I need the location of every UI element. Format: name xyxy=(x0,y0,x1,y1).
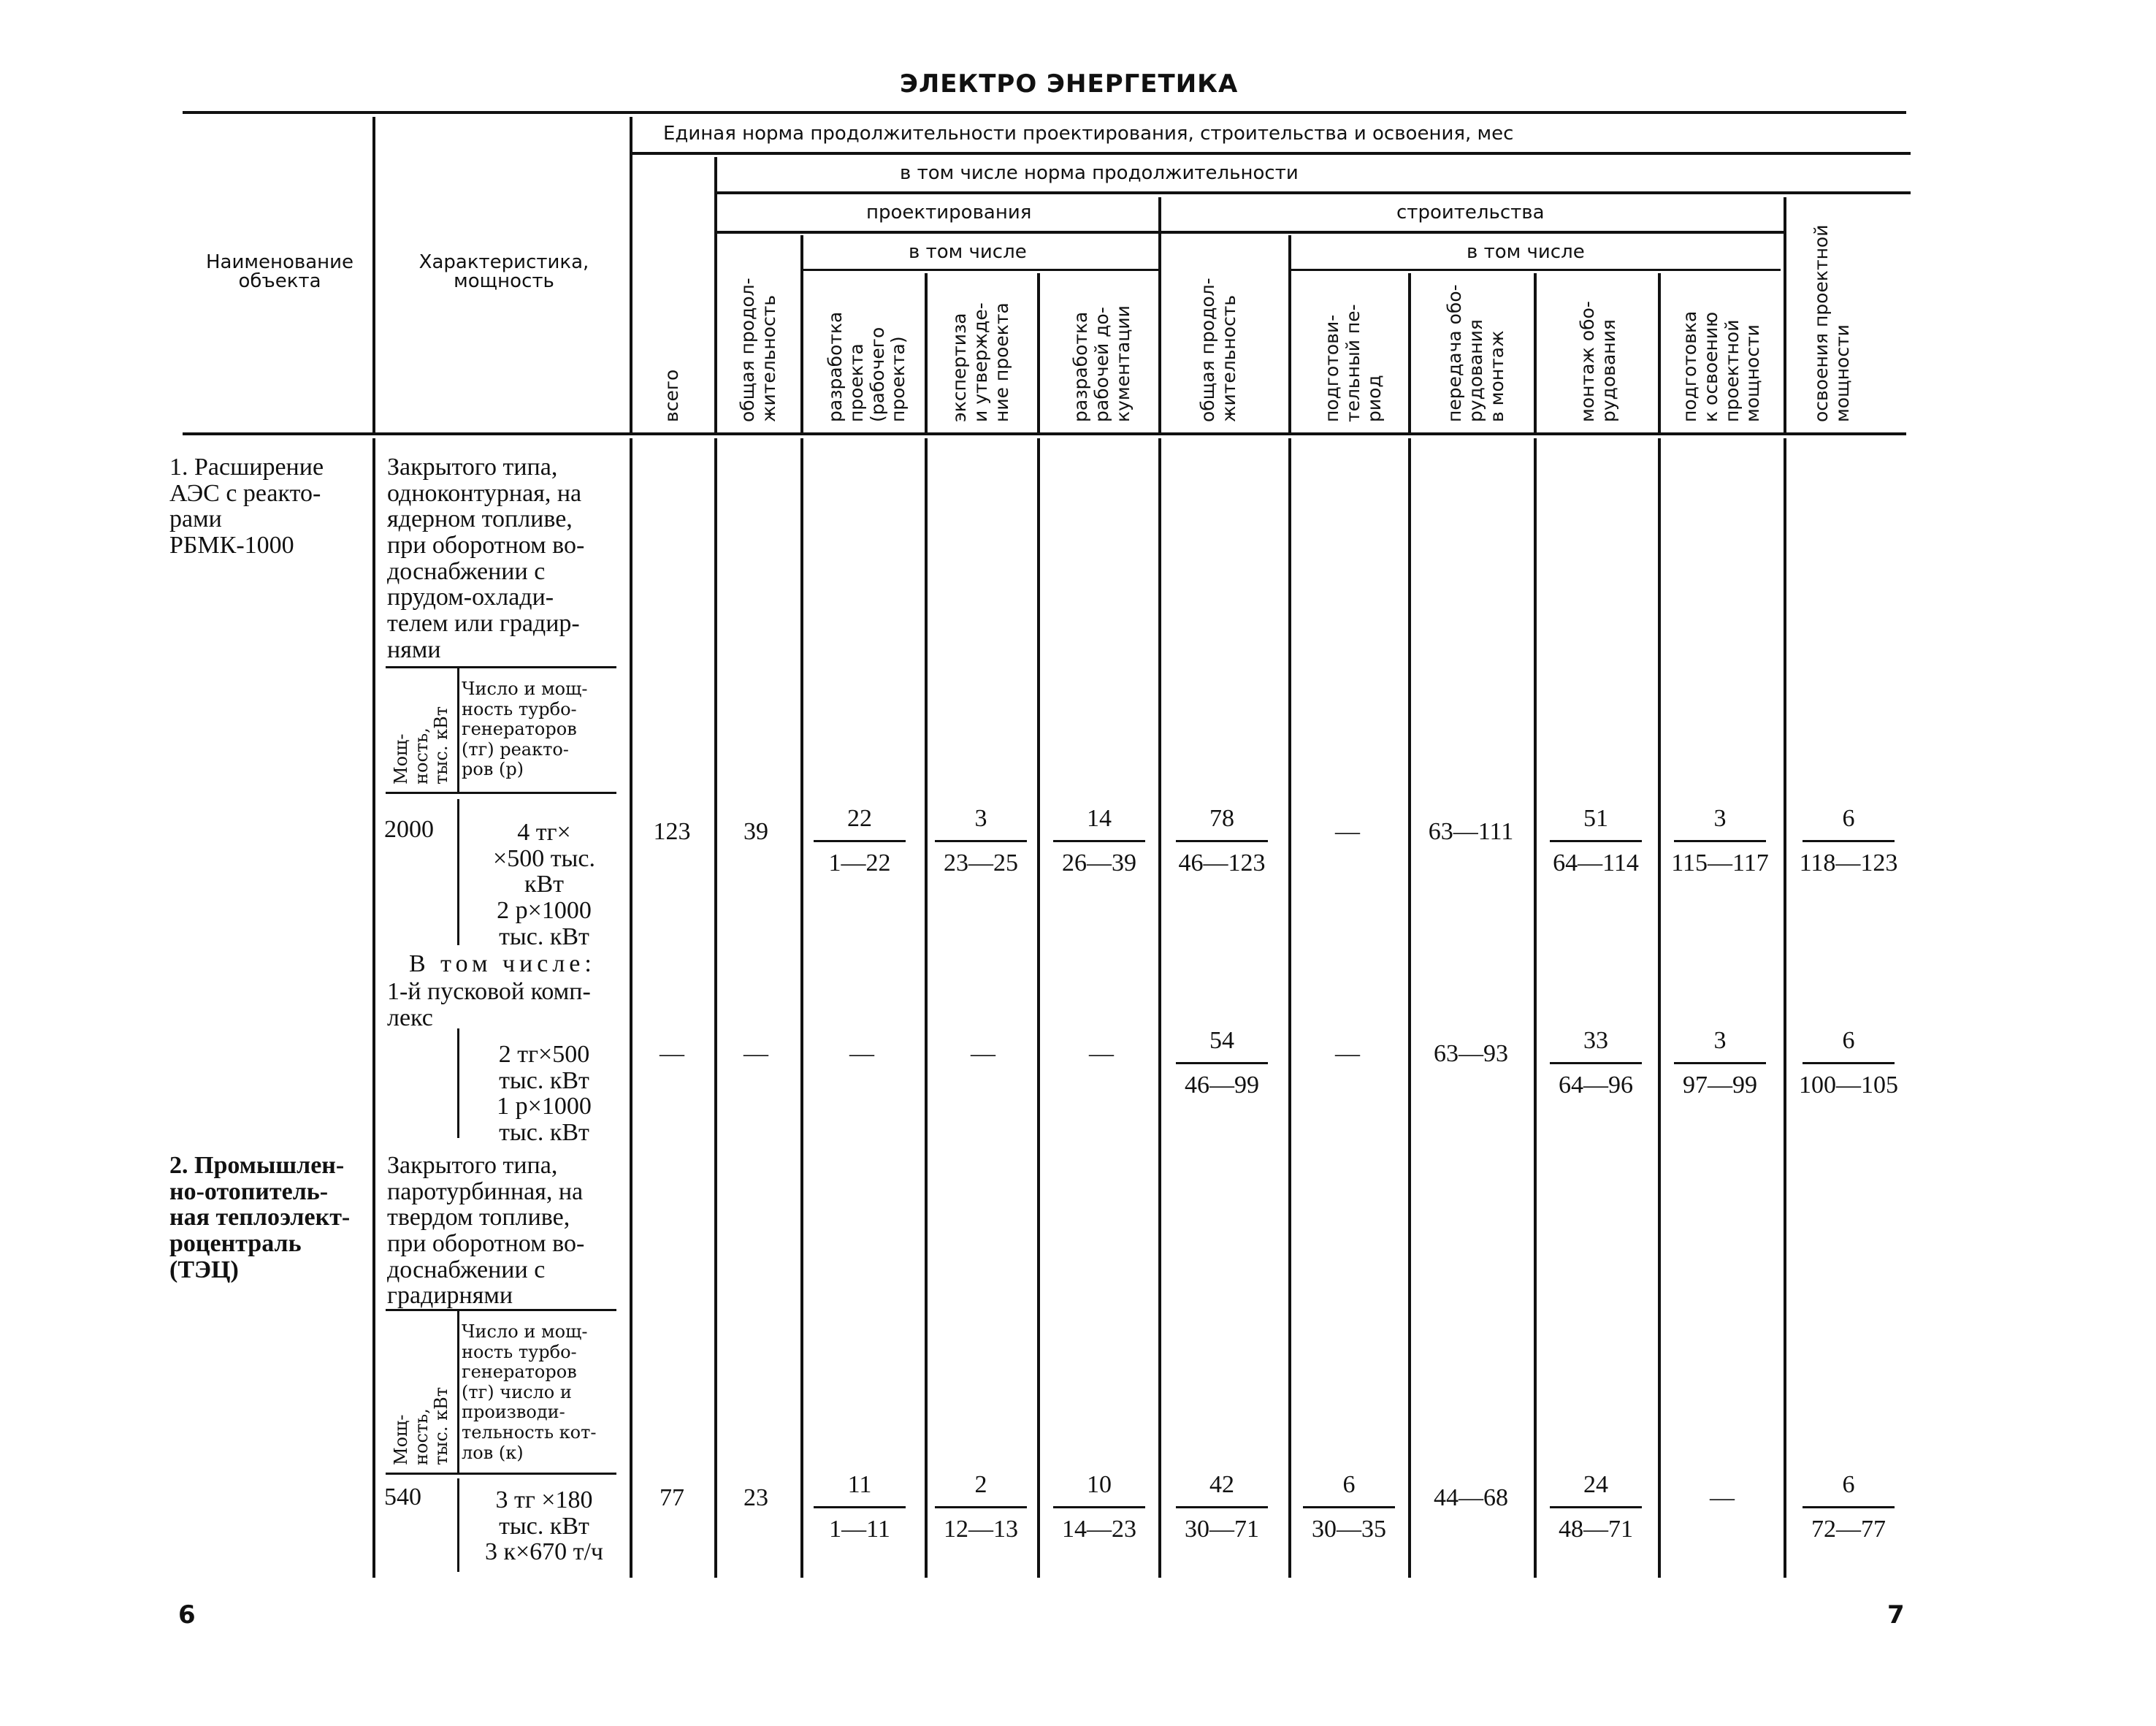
col-header-design: проектирования xyxy=(866,202,1032,224)
rule-unified xyxy=(632,152,1911,155)
rule-design-construction xyxy=(716,231,1784,234)
row1-sub-power-label: Мощ- ность, тыс. кВт xyxy=(391,706,452,784)
body-vline-dtotal xyxy=(800,438,803,1578)
row2-sub-desc-label: Число и мощ- ность турбо- генераторов (тг) число и производи- тельность кот- лов (к) xyxy=(462,1321,597,1463)
row2-design-dev-months: 1—11 xyxy=(829,1516,890,1543)
row2-constr-total-months: 30—71 xyxy=(1185,1516,1259,1543)
vline-design-constr xyxy=(1158,197,1161,432)
row1-design-exp-duration: 3 xyxy=(974,805,987,832)
body-vline-cmount xyxy=(1658,438,1661,1578)
row1-design-work xyxy=(1044,805,1154,877)
row2-constr-total-duration: 42 xyxy=(1209,1471,1234,1498)
vline-ddev xyxy=(925,273,928,432)
row1-constr-ready-months: 115—117 xyxy=(1671,849,1769,877)
vline-dtotal xyxy=(800,235,803,432)
fraction-bar xyxy=(1674,1062,1766,1064)
row1a-design-total: — xyxy=(743,1040,768,1067)
fraction-bar xyxy=(1803,1062,1895,1064)
row2-sub-divider xyxy=(457,1310,459,1473)
rule-incl-design xyxy=(802,269,1158,271)
body-vline-total xyxy=(714,438,717,1578)
fraction-bar xyxy=(1674,840,1766,842)
row2-constr-prep-months: 30—35 xyxy=(1312,1516,1386,1543)
row1a-constr-ready-duration: 3 xyxy=(1713,1027,1727,1054)
row1a-divider xyxy=(457,1028,459,1138)
row1-constr-mount xyxy=(1541,805,1651,877)
vline-cready xyxy=(1784,197,1786,432)
row1-constr-ready xyxy=(1665,805,1775,877)
row2-constr-prep-duration: 6 xyxy=(1342,1471,1356,1498)
vline-ctransfer xyxy=(1534,273,1537,432)
col-header-design-work: разработка рабочей до- кументации xyxy=(1070,305,1134,422)
body-vline-cready xyxy=(1784,438,1786,1578)
row1-design-dev xyxy=(805,805,914,877)
col-header-name: Наименование объекта xyxy=(205,251,354,292)
row1-constr-mount-months: 64—114 xyxy=(1553,849,1639,877)
fraction-bar xyxy=(1176,1062,1268,1064)
row1-constr-prep: — xyxy=(1335,818,1360,845)
row1-sub-divider xyxy=(457,668,459,792)
body-vline-dexp xyxy=(1037,438,1040,1578)
row2-power-divider xyxy=(457,1478,459,1572)
fraction-bar xyxy=(1053,1506,1145,1508)
row1-constr-transfer: 63—111 xyxy=(1428,818,1514,845)
vline-name xyxy=(372,117,375,432)
fraction-bar xyxy=(814,840,906,842)
row1a-design-work: — xyxy=(1089,1040,1114,1067)
vline-char xyxy=(630,117,632,432)
col-header-constr-prep: подготови- тельный пе- риод xyxy=(1321,304,1385,422)
row2-design-work-months: 14—23 xyxy=(1062,1516,1136,1543)
row1-turbines: 4 тг× ×500 тыс. кВт 2 р×1000 тыс. кВт xyxy=(493,819,595,950)
row1a-constr-total-duration: 54 xyxy=(1209,1027,1234,1054)
row1a-turbines: 2 тг×500 тыс. кВт 1 р×1000 тыс. кВт xyxy=(497,1041,592,1147)
row2-constr-ready: — xyxy=(1710,1484,1735,1511)
col-header-mastering: освоения проектной мощности xyxy=(1811,224,1853,422)
row1a-constr-ready-months: 97—99 xyxy=(1683,1072,1757,1099)
row1a-mastering-duration: 6 xyxy=(1842,1027,1855,1054)
row1-name: 1. Расширение АЭС с реакто- рами РБМК-1000 xyxy=(169,454,324,560)
fraction-bar xyxy=(935,1506,1027,1508)
body-vline-ctotal xyxy=(1288,438,1291,1578)
row1a-constr-mount-months: 64—96 xyxy=(1559,1072,1633,1099)
row2-name: 2. Промышлен- но-отопитель- ная теплоэлект- роцентраль (ТЭЦ) xyxy=(169,1152,351,1283)
row2-total: 77 xyxy=(660,1484,684,1511)
row1-design-work-months: 26—39 xyxy=(1062,849,1136,877)
fraction-bar xyxy=(814,1506,906,1508)
page-title: ЭЛЕКТРО ЭНЕРГЕТИКА xyxy=(900,69,1239,99)
row2-constr-mount-months: 48—71 xyxy=(1559,1516,1633,1543)
row1-sub-rule-bottom xyxy=(386,792,616,794)
row2-constr-mount-duration: 24 xyxy=(1583,1471,1608,1498)
row2-design-dev-duration: 11 xyxy=(847,1471,872,1498)
col-header-design-exp: экспертиза и утвержде- ние проекта xyxy=(949,302,1012,422)
row1-design-dev-duration: 22 xyxy=(847,805,872,832)
body-vline-char xyxy=(630,438,632,1578)
fraction-bar xyxy=(1053,840,1145,842)
fraction-bar xyxy=(1803,840,1895,842)
fraction-bar xyxy=(1803,1506,1895,1508)
page-number-right: 7 xyxy=(1887,1600,1905,1630)
row2-constr-mount xyxy=(1541,1471,1651,1543)
body-vline-cprep xyxy=(1408,438,1411,1578)
vline-dexp xyxy=(1037,273,1040,432)
fraction-bar xyxy=(1550,840,1642,842)
row2-mastering xyxy=(1794,1471,1903,1543)
row1-mastering xyxy=(1794,805,1903,877)
col-header-design-total: общая продол- жительность xyxy=(737,278,779,422)
row1-design-exp xyxy=(926,805,1036,877)
row1a-name: 1-й пусковой комп- лекс xyxy=(387,978,591,1031)
row1-power: 2000 xyxy=(384,816,434,843)
row1-design-dev-months: 1—22 xyxy=(828,849,891,877)
body-vline-name xyxy=(372,438,375,1578)
col-header-construction: строительства xyxy=(1396,202,1545,224)
row2-turbines: 3 тг ×180 тыс. кВт 3 к×670 т/ч xyxy=(484,1486,604,1566)
row1a-mastering xyxy=(1794,1027,1903,1099)
row2-design-work-duration: 10 xyxy=(1087,1471,1112,1498)
row1a-constr-total-months: 46—99 xyxy=(1185,1072,1259,1099)
col-header-constr-transfer: передача обо- рудования в монтаж xyxy=(1444,284,1507,422)
row2-design-exp-duration: 2 xyxy=(974,1471,987,1498)
row2-design-exp-months: 12—13 xyxy=(944,1516,1018,1543)
row2-sub-rule-top xyxy=(386,1309,616,1311)
row1-power-divider xyxy=(457,799,459,945)
vline-total xyxy=(714,157,717,432)
fraction-bar xyxy=(1176,1506,1268,1508)
row2-constr-total xyxy=(1167,1471,1277,1543)
row1a-design-dev: — xyxy=(849,1040,874,1067)
row1a-incl-label: В том числе: xyxy=(409,950,596,977)
fraction-bar xyxy=(1550,1506,1642,1508)
vline-cmount xyxy=(1658,273,1661,432)
col-header-incl-constr: в том числе xyxy=(1467,241,1585,263)
row1-mastering-duration: 6 xyxy=(1842,805,1855,832)
top-rule xyxy=(183,111,1906,114)
row2-mastering-months: 72—77 xyxy=(1811,1516,1886,1543)
row2-power: 540 xyxy=(384,1483,421,1511)
fraction-bar xyxy=(1303,1506,1395,1508)
row1-constr-ready-duration: 3 xyxy=(1713,805,1727,832)
row2-design-exp xyxy=(926,1471,1036,1543)
row1-characteristic: Закрытого типа, одноконтурная, на ядерном топливе, при оборотном во- доснабжении с прудом-охлади- телем или градир- нями xyxy=(387,454,585,663)
fraction-bar xyxy=(1176,840,1268,842)
col-header-characteristic: Характеристика, мощность xyxy=(418,251,589,292)
vline-ctotal xyxy=(1288,235,1291,432)
col-header-incl-norm: в том числе норма продолжительности xyxy=(900,162,1299,184)
row1-sub-rule-top xyxy=(386,666,616,668)
row1-design-exp-months: 23—25 xyxy=(944,849,1018,877)
row1a-constr-ready xyxy=(1665,1027,1775,1099)
row1-constr-total xyxy=(1167,805,1277,877)
row2-constr-prep xyxy=(1294,1471,1404,1543)
header-bottom-rule xyxy=(183,432,1906,435)
row1-sub-desc-label: Число и мощ- ность турбо- генераторов (тг) реакто- ров (р) xyxy=(462,679,588,780)
col-header-constr-total: общая продол- жительность xyxy=(1197,278,1239,422)
row2-sub-power-label: Мощ- ность, тыс. кВт xyxy=(391,1387,452,1465)
row2-design-work xyxy=(1044,1471,1154,1543)
row1a-constr-mount xyxy=(1541,1027,1651,1099)
row1-constr-mount-duration: 51 xyxy=(1583,805,1608,832)
col-header-unified-norm: Единая норма продолжительности проектирования, строительства и освоения, мес xyxy=(663,123,1514,145)
row2-mastering-duration: 6 xyxy=(1842,1471,1855,1498)
row1a-mastering-months: 100—105 xyxy=(1799,1072,1898,1099)
rule-incl-norm xyxy=(716,191,1911,194)
row2-design-dev xyxy=(805,1471,914,1543)
row1-constr-total-months: 46—123 xyxy=(1178,849,1266,877)
row2-characteristic: Закрытого типа, паротурбинная, на твердом топливе, при оборотном во- доснабжении с градирнями xyxy=(387,1152,585,1310)
fraction-bar xyxy=(1550,1062,1642,1064)
row1a-constr-total xyxy=(1167,1027,1277,1099)
row2-design-total: 23 xyxy=(743,1484,768,1511)
col-header-total: всего xyxy=(661,369,682,422)
row1a-constr-transfer: 63—93 xyxy=(1434,1040,1508,1067)
row1-constr-total-duration: 78 xyxy=(1209,805,1234,832)
body-vline-ctransfer xyxy=(1534,438,1537,1578)
vline-cprep xyxy=(1408,273,1411,432)
row1a-constr-prep: — xyxy=(1335,1040,1360,1067)
row1a-total: — xyxy=(660,1040,684,1067)
rule-incl-constr xyxy=(1291,269,1781,271)
row1-mastering-months: 118—123 xyxy=(1799,849,1898,877)
row2-sub-rule-bottom xyxy=(386,1473,616,1475)
body-vline-ddev xyxy=(925,438,928,1578)
row1a-constr-mount-duration: 33 xyxy=(1583,1027,1608,1054)
col-header-incl-design: в том числе xyxy=(909,241,1027,263)
col-header-constr-ready: подготовка к освоению проектной мощности xyxy=(1679,310,1764,422)
col-header-design-dev: разработка проекта (рабочего проекта) xyxy=(825,311,909,422)
row1-design-total: 39 xyxy=(743,818,768,845)
col-header-constr-mount: монтаж обо- рудования xyxy=(1577,301,1619,422)
row1a-design-exp: — xyxy=(971,1040,995,1067)
row1-total: 123 xyxy=(653,818,691,845)
row2-constr-transfer: 44—68 xyxy=(1434,1484,1508,1511)
body-vline-dwork xyxy=(1158,438,1161,1578)
row1-design-work-duration: 14 xyxy=(1087,805,1112,832)
fraction-bar xyxy=(935,840,1027,842)
page-number-left: 6 xyxy=(178,1600,196,1630)
